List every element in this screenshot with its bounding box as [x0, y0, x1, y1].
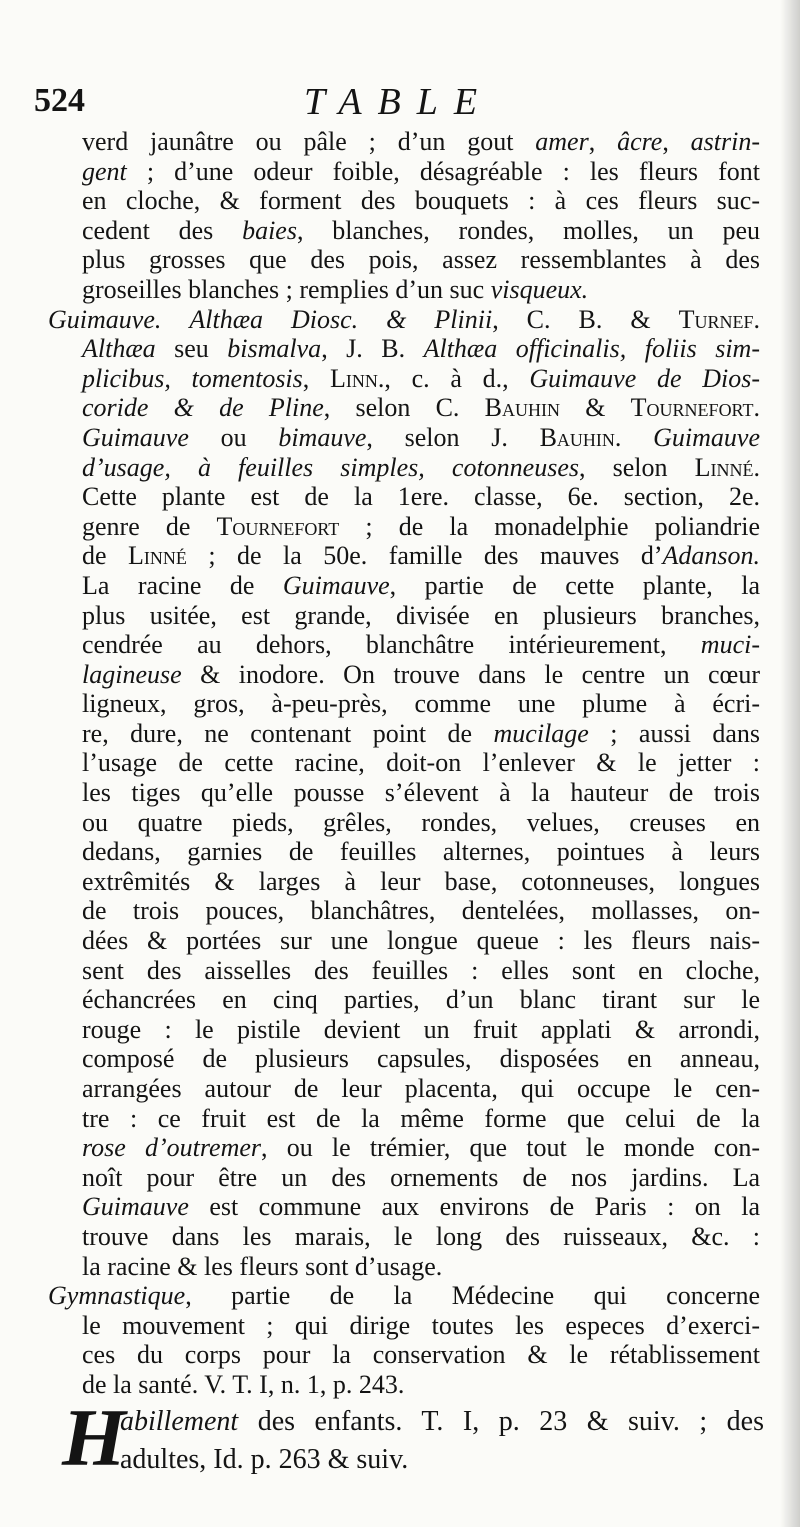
text-run: , selon C.	[323, 393, 485, 423]
italic-run: Guimauve.	[48, 304, 162, 334]
text-run: de trois pouces, blanchâtres, dentelées, mollasses, on-	[82, 896, 760, 926]
italic-run: Guimauve	[82, 1192, 189, 1222]
italic-run: mucilage	[493, 718, 589, 748]
text-run: , partie de cette plante, la	[389, 570, 760, 600]
text-line	[48, 453, 760, 483]
text-line	[48, 393, 760, 423]
text-run: La racine de	[82, 570, 283, 600]
text-run: ,	[662, 127, 691, 156]
text-line	[48, 926, 760, 956]
text-line	[48, 808, 760, 838]
italic-run: d’usage, à feuilles simples, cotonneuses	[82, 452, 579, 482]
text-line	[48, 689, 760, 719]
italic-run: muci-	[700, 630, 760, 660]
italic-run: Althæa officinalis, foliis sim-	[423, 334, 760, 364]
italic-run: visqueux.	[490, 274, 589, 304]
italic-run: Guimauve	[653, 422, 760, 452]
italic-run: Guimauve de Dios-	[529, 363, 760, 393]
text-line	[48, 1370, 760, 1400]
text-run: ou quatre pieds, grêles, rondes, velues, creuses en	[82, 807, 760, 837]
text-run: re, dure, ne contenant point de	[82, 718, 494, 748]
italic-run: amer	[535, 127, 589, 156]
text-run: ; de la monadelphie poliandrie	[339, 511, 760, 541]
running-title: TABLE	[304, 81, 494, 123]
italic-run: Althæa	[82, 334, 156, 364]
italic-run: bismalva	[227, 334, 322, 364]
text-run: l’usage de cette racine, doit-on l’enlever & le jetter :	[82, 748, 760, 778]
small-caps-run: Linné.	[694, 452, 760, 482]
text-line	[48, 660, 760, 690]
text-run: extrêmités & larges à leur base, cotonneuses, longues	[82, 866, 760, 896]
italic-run: baies	[242, 215, 297, 245]
text-run: de la santé. V. T. I, n. 1, p. 243.	[82, 1369, 405, 1399]
text-line	[48, 482, 760, 512]
text-run: ou	[188, 422, 279, 452]
text-run: ; de la 50e. famille des mauves d’	[186, 541, 663, 571]
italic-run: Althæa Diosc. & Plinii	[189, 304, 493, 334]
drop-cap: H	[62, 1392, 126, 1483]
text-run: en cloche, & forment des bouquets : à ces fleurs suc-	[82, 186, 760, 216]
page-edge-shadow	[780, 0, 800, 1527]
italic-run: rose d’outremer	[82, 1133, 262, 1163]
text-run: arrangées autour de leur placenta, qui occupe le cen-	[82, 1074, 760, 1103]
text-run: ; aussi dans	[588, 718, 760, 748]
text-line	[48, 245, 760, 275]
text-line	[48, 1311, 760, 1341]
italic-run: âcre	[617, 127, 663, 156]
text-run: ces du corps pour la conservation & le rétablissement	[82, 1340, 760, 1370]
text-run: cendrée au dehors, blanchâtre intérieurement,	[82, 630, 701, 660]
text-run	[161, 305, 189, 334]
text-run: les tiges qu’elle pousse s’élevent à la hauteur de trois	[82, 778, 760, 808]
text-run: le mouvement ; qui dirige toutes les especes d’exerci-	[82, 1310, 760, 1340]
text-run: ,	[588, 127, 618, 156]
section-h	[34, 1392, 764, 1483]
text-run: noît pour être un des ornements de nos jardins. La	[82, 1162, 760, 1192]
text-line	[48, 837, 760, 867]
text-run: de	[82, 541, 128, 571]
text-line	[48, 275, 760, 305]
text-run: dées & portées sur une longue queue : les fleurs nais-	[82, 926, 760, 956]
text-run: composé de plusieurs capsules, disposées en anneau,	[82, 1044, 760, 1074]
text-line	[48, 216, 760, 246]
text-run: , selon	[578, 452, 695, 482]
italic-run: Guimauve	[82, 422, 189, 452]
text-line	[48, 778, 760, 808]
italic-run: lagineuse	[82, 659, 182, 689]
small-caps-run: Linné	[128, 541, 187, 571]
text-line	[48, 601, 760, 631]
small-caps-run: Bauhin.	[539, 422, 622, 452]
text-run: dedans, garnies de feuilles alternes, pointues à leurs	[82, 837, 760, 867]
text-run: plus usitée, est grande, divisée en plusieurs branches,	[82, 600, 760, 630]
text-line	[48, 127, 760, 157]
italic-run: bimauve	[278, 422, 367, 452]
text-run: ; d’une odeur foible, désagréable : les fleurs font	[126, 156, 760, 186]
text-line	[48, 157, 760, 187]
italic-run: plicibus, tomentosis	[82, 363, 303, 393]
text-run: , c. à d.,	[384, 363, 530, 393]
text-run: ,	[302, 363, 331, 393]
text-line	[48, 896, 760, 926]
page-number: 524	[34, 82, 85, 119]
text-run: , ou le trémier, que tout le monde con-	[261, 1133, 760, 1163]
small-caps-run: Tournefort.	[630, 393, 760, 423]
text-run: Cette plante est de la 1ere. classe, 6e. section, 2e.	[82, 482, 760, 512]
text-line	[48, 867, 760, 897]
text-run: cedent des	[82, 215, 243, 245]
text-line	[48, 1222, 760, 1252]
italic-run: astrin-	[690, 127, 760, 156]
text-line	[48, 1252, 760, 1282]
section-h-line	[120, 1441, 764, 1479]
text-run: échancrées en cinq parties, d’un blanc tirant sur le	[82, 985, 760, 1015]
text-line	[48, 541, 760, 571]
text-run: adultes, Id. p. 263 & suiv.	[120, 1444, 409, 1475]
text-line	[48, 956, 760, 986]
text-run: tre : ce fruit est de la même forme que celui de la	[82, 1103, 760, 1133]
italic-run: Adanson.	[662, 541, 760, 571]
italic-run: coride & de Pline	[82, 393, 324, 423]
text-line	[48, 1340, 760, 1370]
text-line	[48, 364, 760, 394]
text-run: trouve dans les marais, le long des ruisseaux, &c. :	[82, 1221, 760, 1251]
text-run: des enfants. T. I, p. 23 & suiv. ; des	[238, 1406, 764, 1437]
entry-headline	[48, 305, 760, 335]
entry-text	[48, 127, 760, 1400]
text-run	[621, 423, 653, 452]
text-line	[48, 1104, 760, 1134]
text-line	[48, 985, 760, 1015]
text-line	[48, 1044, 760, 1074]
text-line	[48, 719, 760, 749]
text-line	[48, 1192, 760, 1222]
text-run: sent des aisselles des feuilles : elles sont en cloche,	[82, 955, 760, 985]
text-line	[48, 630, 760, 660]
entry-headline	[48, 1281, 760, 1311]
text-run: groseilles blanches ; remplies d’un suc	[82, 274, 491, 304]
text-run: genre de	[82, 511, 217, 541]
text-line	[48, 1074, 760, 1104]
text-line	[48, 1133, 760, 1163]
text-run: verd jaunâtre ou pâle ; d’un gout	[82, 127, 536, 156]
text-line	[48, 334, 760, 364]
text-run: & inodore. On trouve dans le centre un cœur	[181, 659, 760, 689]
text-run: plus grosses que des pois, assez ressemblantes à des	[82, 245, 760, 275]
small-caps-run: Bauhin	[484, 393, 560, 423]
text-run: , J. B.	[321, 334, 424, 364]
text-run: est commune aux environs de Paris : on la	[188, 1192, 760, 1222]
text-run: , selon J.	[366, 422, 540, 452]
text-run: &	[559, 393, 631, 423]
italic-run: Guimauve	[282, 570, 390, 600]
text-run: seu	[155, 334, 228, 364]
text-run: , C. B. &	[492, 304, 679, 334]
section-h-line	[120, 1403, 764, 1441]
text-line	[48, 423, 760, 453]
page-header	[34, 82, 754, 128]
italic-run: gent	[82, 156, 127, 186]
small-caps-run: Turnef.	[678, 304, 760, 334]
text-run: rouge : le pistile devient un fruit applati & arrondi,	[82, 1014, 760, 1044]
text-line	[48, 1163, 760, 1193]
small-caps-run: Linn.	[330, 363, 385, 393]
small-caps-run: Tournefort	[216, 511, 340, 541]
text-line	[48, 571, 760, 601]
text-line	[48, 186, 760, 216]
text-line	[48, 1015, 760, 1045]
text-line	[48, 512, 760, 542]
text-run: , blanches, rondes, molles, un peu	[296, 215, 760, 245]
text-line	[48, 748, 760, 778]
italic-run: abillement	[120, 1406, 239, 1437]
text-run: , partie de la Médecine qui concerne	[185, 1281, 760, 1311]
text-run: la racine & les fleurs sont d’usage.	[82, 1251, 443, 1281]
italic-run: Gymnastique	[48, 1281, 186, 1311]
text-run: ligneux, gros, à-peu-près, comme une plume à écri-	[82, 689, 760, 719]
